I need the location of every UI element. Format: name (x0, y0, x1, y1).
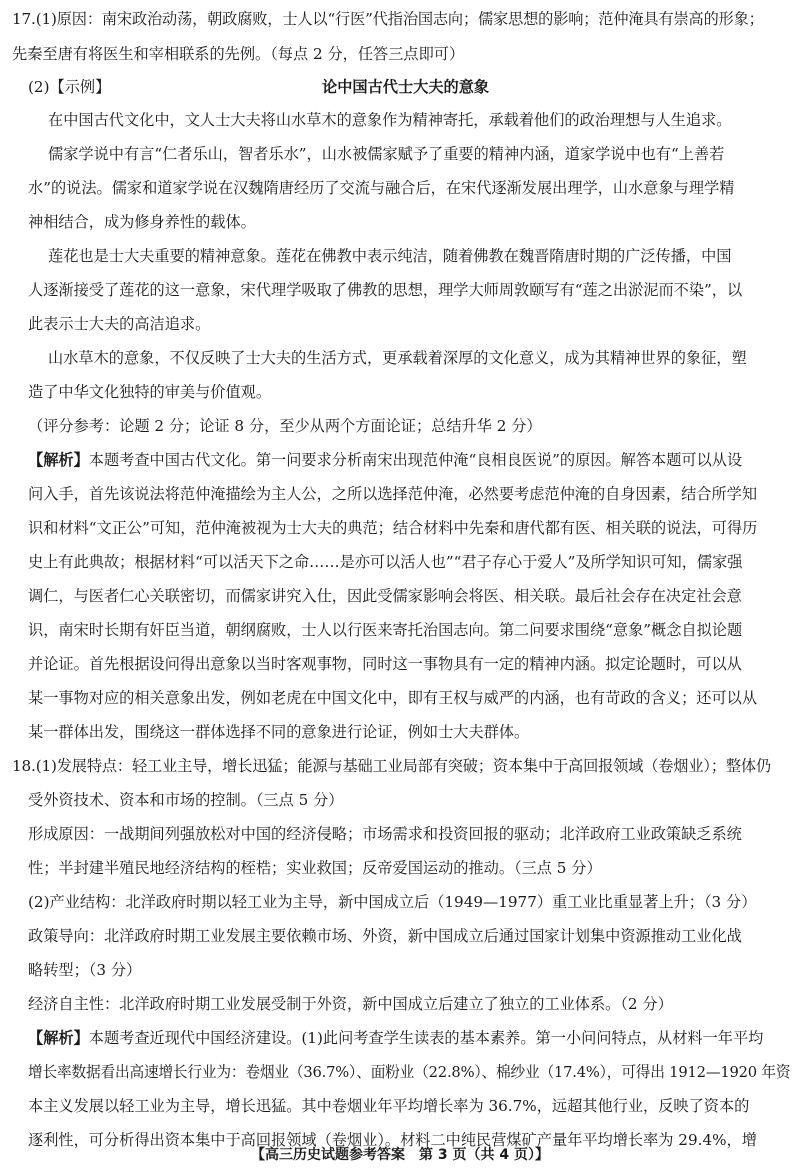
q17-part1-line2: 先秦至唐有将医生和宰相联系的先例。（每点 2 分，任答三点即可） (12, 45, 465, 63)
analysis-first-line: 本题考查近现代中国经济建设。(1)此问考查学生读表的基本素养。第一小问问特点，从材料一年平均 (88, 1029, 764, 1047)
q18-part1-line1: 18.(1)发展特点：轻工业主导，增长迅猛；能源与基础工业局部有突破；资本集中于高回报领域（卷烟业）；整体仍 (12, 757, 771, 775)
q18-policy-line: 略转型；（3 分） (28, 961, 142, 979)
q18-reasons-line: 性；半封建半殖民地经济结构的桎梏；实业救国；反帝爱国运动的推动。（三点 5 分） (28, 859, 602, 877)
analysis-first-line: 本题考查中国古代文化。第一问要求分析南宋出现范仲淹“良相良医说”的原因。解答本题可以从设 (88, 451, 743, 469)
q18-policy-line: 政策导向：北洋政府时期工业发展主要依赖市场、外资，新中国成立后通过国家计划集中资源推动工业化战 (28, 927, 742, 945)
analysis-paragraph (28, 1028, 763, 1048)
essay-para3-line: 此表示士大夫的高洁追求。 (28, 315, 211, 333)
page-footer: 【高三历史试题参考答案 第 3 页（共 4 页）】 (251, 1147, 549, 1163)
analysis-line: 本主义发展以轻工业为主导，增长迅猛。其中卷烟业年平均增长率为 36.7%，远超其他行业，反映了资本的 (28, 1097, 750, 1115)
essay-title: 论中国古代士大夫的意象 (322, 78, 490, 96)
essay-para3-line: 莲花也是士大夫重要的精神意象。莲花在佛教中表示纯洁，随着佛教在魏晋隋唐时期的广泛传播，中国 (48, 247, 732, 265)
analysis-paragraph (28, 450, 742, 470)
q17-part2-label: (2)【示例】 (28, 78, 111, 96)
essay-para4-line: 山水草木的意象，不仅反映了士大夫的生活方式，更承载着深厚的文化意义，成为其精神世界的象征，塑 (48, 349, 747, 367)
scoring-note: （评分参考：论题 2 分；论证 8 分，至少从两个方面论证；总结升华 2 分） (28, 417, 542, 435)
essay-para2-line: 儒家学说中有言“仁者乐山，智者乐水”，山水被儒家赋予了重要的精神内涵，道家学说中也有“上善若 (48, 145, 725, 163)
analysis-line: 逐利性，可分析得出资本集中于高回报领域（卷烟业）。材料二中纯民营煤矿产量年平均增长率为 29.4%，增 (28, 1131, 757, 1149)
q18-structure: (2)产业结构：北洋政府时期以轻工业为主导，新中国成立后（1949—1977）重工业比重显著上升；（3 分） (28, 893, 757, 911)
analysis-line: 史上有此典故；根据材料“可以活天下之命……是亦可以活人也”“君子存心于爱人”及所学知识可知，儒家强 (28, 553, 743, 571)
q18-autonomy: 经济自主性：北洋政府时期工业发展受制于外资，新中国成立后建立了独立的工业体系。（2 分） (28, 995, 673, 1013)
q17-part1-line1: 17.(1)原因：南宋政治动荡，朝政腐败，士人以“行医”代指治国志向；儒家思想的影响；范仲淹具有崇高的形象； (12, 10, 764, 28)
essay-para4-line: 造了中华文化独特的审美与价值观。 (28, 383, 271, 401)
analysis-label: 【解析】 (28, 451, 89, 469)
essay-para3-line: 人逐渐接受了莲花的这一意象，宋代理学吸取了佛教的思想，理学大师周敦颐写有“莲之出淤泥而不染”，以 (28, 281, 743, 299)
analysis-line: 增长率数据看出高速增长行业为：卷烟业（36.7%）、面粉业（22.8%）、棉纱业（17.4%），可得出 1912—1920 年资 (28, 1063, 791, 1081)
analysis-label: 【解析】 (28, 1029, 89, 1047)
essay-para1: 在中国古代文化中，文人士大夫将山水草木的意象作为精神寄托，承载着他们的政治理想与人生追求。 (48, 111, 732, 129)
analysis-line: 问入手，首先该说法将范仲淹描绘为主人公，之所以选择范仲淹，必然要考虑范仲淹的自身因素，结合所学知 (28, 485, 757, 503)
analysis-line: 某一群体出发，围绕这一群体选择不同的意象进行论证，例如士大夫群体。 (28, 723, 530, 741)
essay-para2-line: 水”的说法。儒家和道家学说在汉魏隋唐经历了交流与融合后，在宋代逐渐发展出理学，山水意象与理学精 (28, 179, 735, 197)
q18-reasons-line: 形成原因：一战期间列强放松对中国的经济侵略；市场需求和投资回报的驱动；北洋政府工业政策缺乏系统 (28, 825, 742, 843)
analysis-line: 并论证。首先根据设问得出意象以当时客观事物，同时这一事物具有一定的精神内涵。拟定论题时，可以从 (28, 655, 742, 673)
analysis-line: 识，南宋时长期有奸臣当道，朝纲腐败，士人以行医来寄托治国志向。第二问要求围绕“意象”概念自拟论题 (28, 621, 743, 639)
analysis-line: 调仁，与医者仁心关联密切，而儒家讲究入仕，因此受儒家影响会将医、相关联。最后社会存在决定社会意 (28, 587, 742, 605)
q18-part1-line2: 受外资技术、资本和市场的控制。（三点 5 分） (28, 791, 344, 809)
essay-para2-line: 神相结合，成为修身养性的载体。 (28, 213, 256, 231)
analysis-line: 某一事物对应的相关意象出发，例如老虎在中国文化中，即有王权与威严的内涵，也有苛政的含义；还可以从 (28, 689, 757, 707)
analysis-line: 识和材料“文正公”可知，范仲淹被视为士大夫的典范；结合材料中先秦和唐代都有医、相关联的说法，可得历 (28, 519, 758, 537)
